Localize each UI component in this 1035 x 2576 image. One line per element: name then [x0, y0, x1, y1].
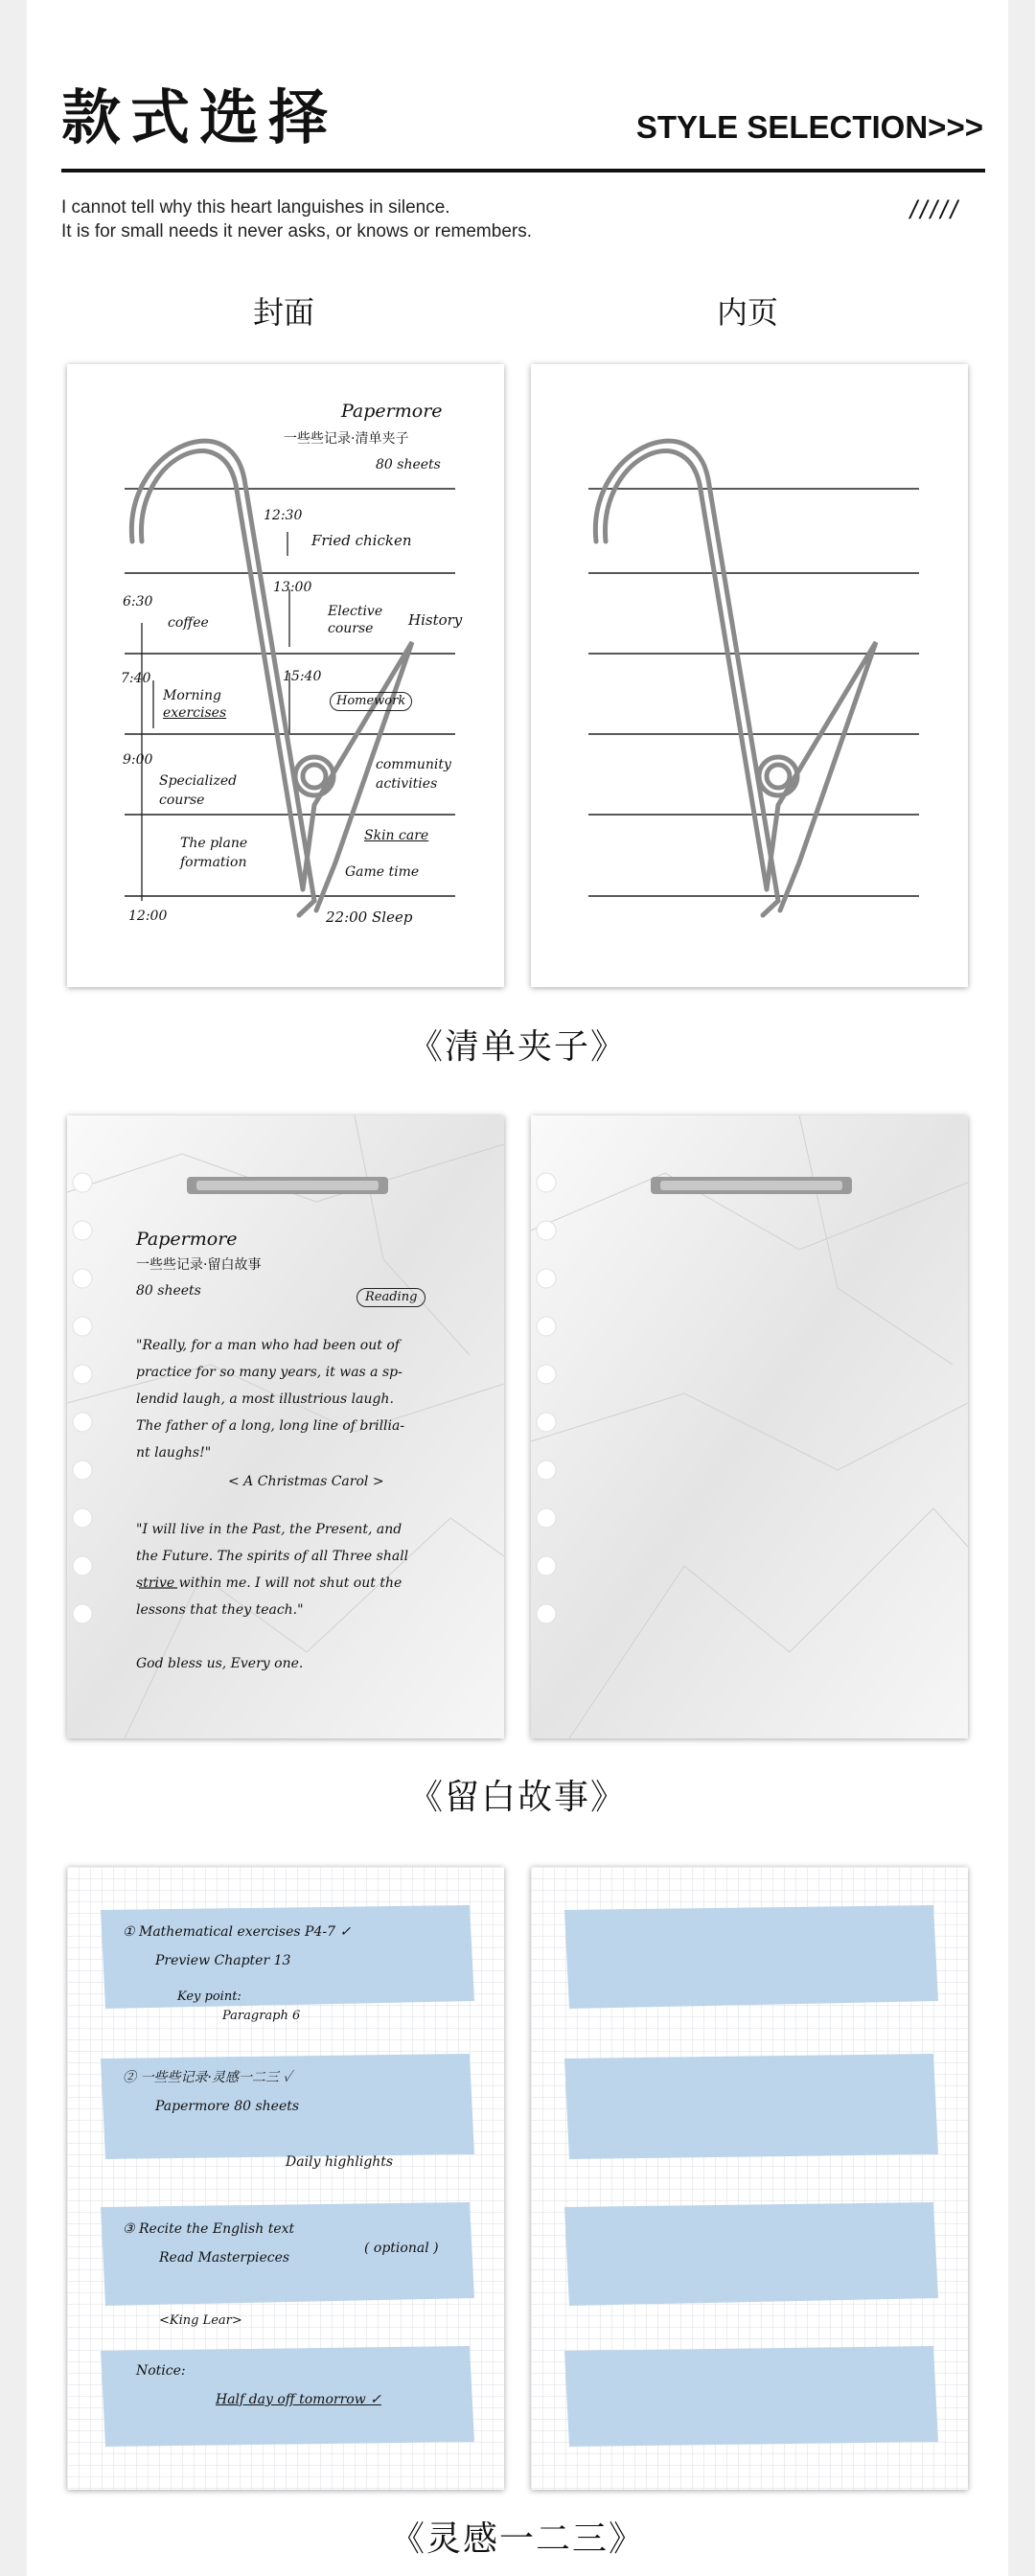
page-subtitle: STYLE SELECTION>>> [635, 109, 983, 145]
inspiration-inner-card[interactable] [531, 1867, 968, 2490]
schedule-time: 13:00 [273, 580, 312, 595]
clip-sheets: 80 sheets [376, 457, 441, 472]
schedule-time: 9:00 [123, 752, 153, 768]
note-line: ( optional ) [364, 2241, 439, 2256]
note-line: Preview Chapter 13 [155, 1953, 291, 1968]
story-line: God bless us, Every one. [136, 1656, 304, 1671]
note-line: Papermore 80 sheets [155, 2099, 300, 2114]
story-sheets: 80 sheets [136, 1283, 201, 1299]
story-cover-card[interactable] [67, 1116, 504, 1738]
clip-brand: Papermore [341, 401, 443, 422]
quote-line-1: I cannot tell why this heart languishes in silence. [61, 197, 450, 218]
schedule-item: community [376, 757, 451, 772]
quote-text [61, 196, 532, 243]
note-line: Read Masterpieces [159, 2250, 290, 2266]
schedule-item: Morning [163, 688, 221, 703]
cover-column-label: 封面 [252, 294, 314, 331]
schedule-time: 12:00 [128, 908, 168, 924]
note-line: Notice: [136, 2363, 186, 2379]
story-line: "I will live in the Past, the Present, and [136, 1522, 402, 1537]
story-line: the Future. The spirits of all Three shall [136, 1549, 409, 1564]
schedule-time: 15:40 [283, 669, 322, 684]
story-inner-art [531, 1116, 968, 1738]
series-title-story: 《留白故事》 [407, 1778, 627, 1817]
clip-inner-card[interactable] [531, 364, 968, 987]
schedule-time: 7:40 [121, 671, 151, 686]
schedule-item: activities [376, 776, 438, 792]
note-line: <King Lear> [159, 2313, 242, 2328]
story-tag: Reading [356, 1288, 426, 1307]
schedule-item: Elective [328, 604, 383, 619]
inspiration-cover-card[interactable] [67, 1867, 504, 2490]
schedule-time: 6:30 [123, 594, 153, 610]
story-line: nt laughs!" [136, 1445, 212, 1460]
note-line: Half day off tomorrow ✓ [216, 2392, 381, 2407]
header-divider [61, 169, 985, 172]
schedule-item: 22:00 Sleep [326, 908, 413, 926]
schedule-item: coffee [168, 615, 209, 631]
inner-column-label: 内页 [716, 294, 778, 331]
story-subtitle: 一些些记录·留白故事 [136, 1257, 262, 1273]
schedule-item: Skin care [364, 828, 429, 843]
schedule-item: Fried chicken [311, 532, 412, 549]
schedule-item: formation [180, 855, 247, 870]
story-line: "Really, for a man who had been out of [136, 1338, 400, 1353]
note-line: ② 一些些记录·灵感一二三 ✓ [123, 2070, 292, 2085]
quote-line-2: It is for small needs it never asks, or knows or remembers. [61, 221, 532, 242]
story-line: practice for so many years, it was a sp- [136, 1365, 402, 1380]
schedule-time: 12:30 [264, 508, 303, 523]
story-line: lessons that they teach." [136, 1602, 304, 1618]
story-line: strive within me. I will not shut out the [136, 1576, 402, 1591]
schedule-item: course [159, 793, 205, 808]
story-line: The father of a long, long line of brillia- [136, 1418, 405, 1434]
schedule-item: The plane [180, 836, 248, 851]
product-page [27, 0, 1008, 2576]
story-brand: Papermore [136, 1229, 238, 1250]
inspiration-inner-art [531, 1867, 968, 2490]
page-title: 款式选择 [61, 82, 338, 152]
note-line: ③ Recite the English text [123, 2221, 295, 2237]
series-title-clip: 《清单夹子》 [407, 1027, 627, 1067]
story-inner-card[interactable] [531, 1116, 968, 1738]
note-line: Paragraph 6 [222, 2009, 301, 2023]
schedule-item: course [328, 621, 374, 636]
note-line: Daily highlights [286, 2154, 394, 2170]
schedule-item: Game time [345, 864, 420, 880]
story-line: lendid laugh, a most illustrious laugh. [136, 1392, 394, 1407]
clip-inner-art [531, 364, 968, 987]
clip-subtitle: 一些些记录·清单夹子 [284, 431, 409, 447]
schedule-item: Homework [330, 692, 412, 711]
clip-cover-card[interactable] [67, 364, 504, 987]
slash-decoration: ///// [909, 196, 960, 224]
series-title-inspiration: 《灵感一二三》 [389, 2519, 645, 2559]
schedule-item: exercises [163, 705, 227, 721]
story-source: < A Christmas Carol > [228, 1474, 384, 1489]
note-line: ① Mathematical exercises P4-7 ✓ [123, 1924, 352, 1940]
schedule-item: History [408, 611, 463, 629]
note-line: Key point: [177, 1990, 242, 2004]
schedule-item: Specialized [159, 773, 238, 789]
